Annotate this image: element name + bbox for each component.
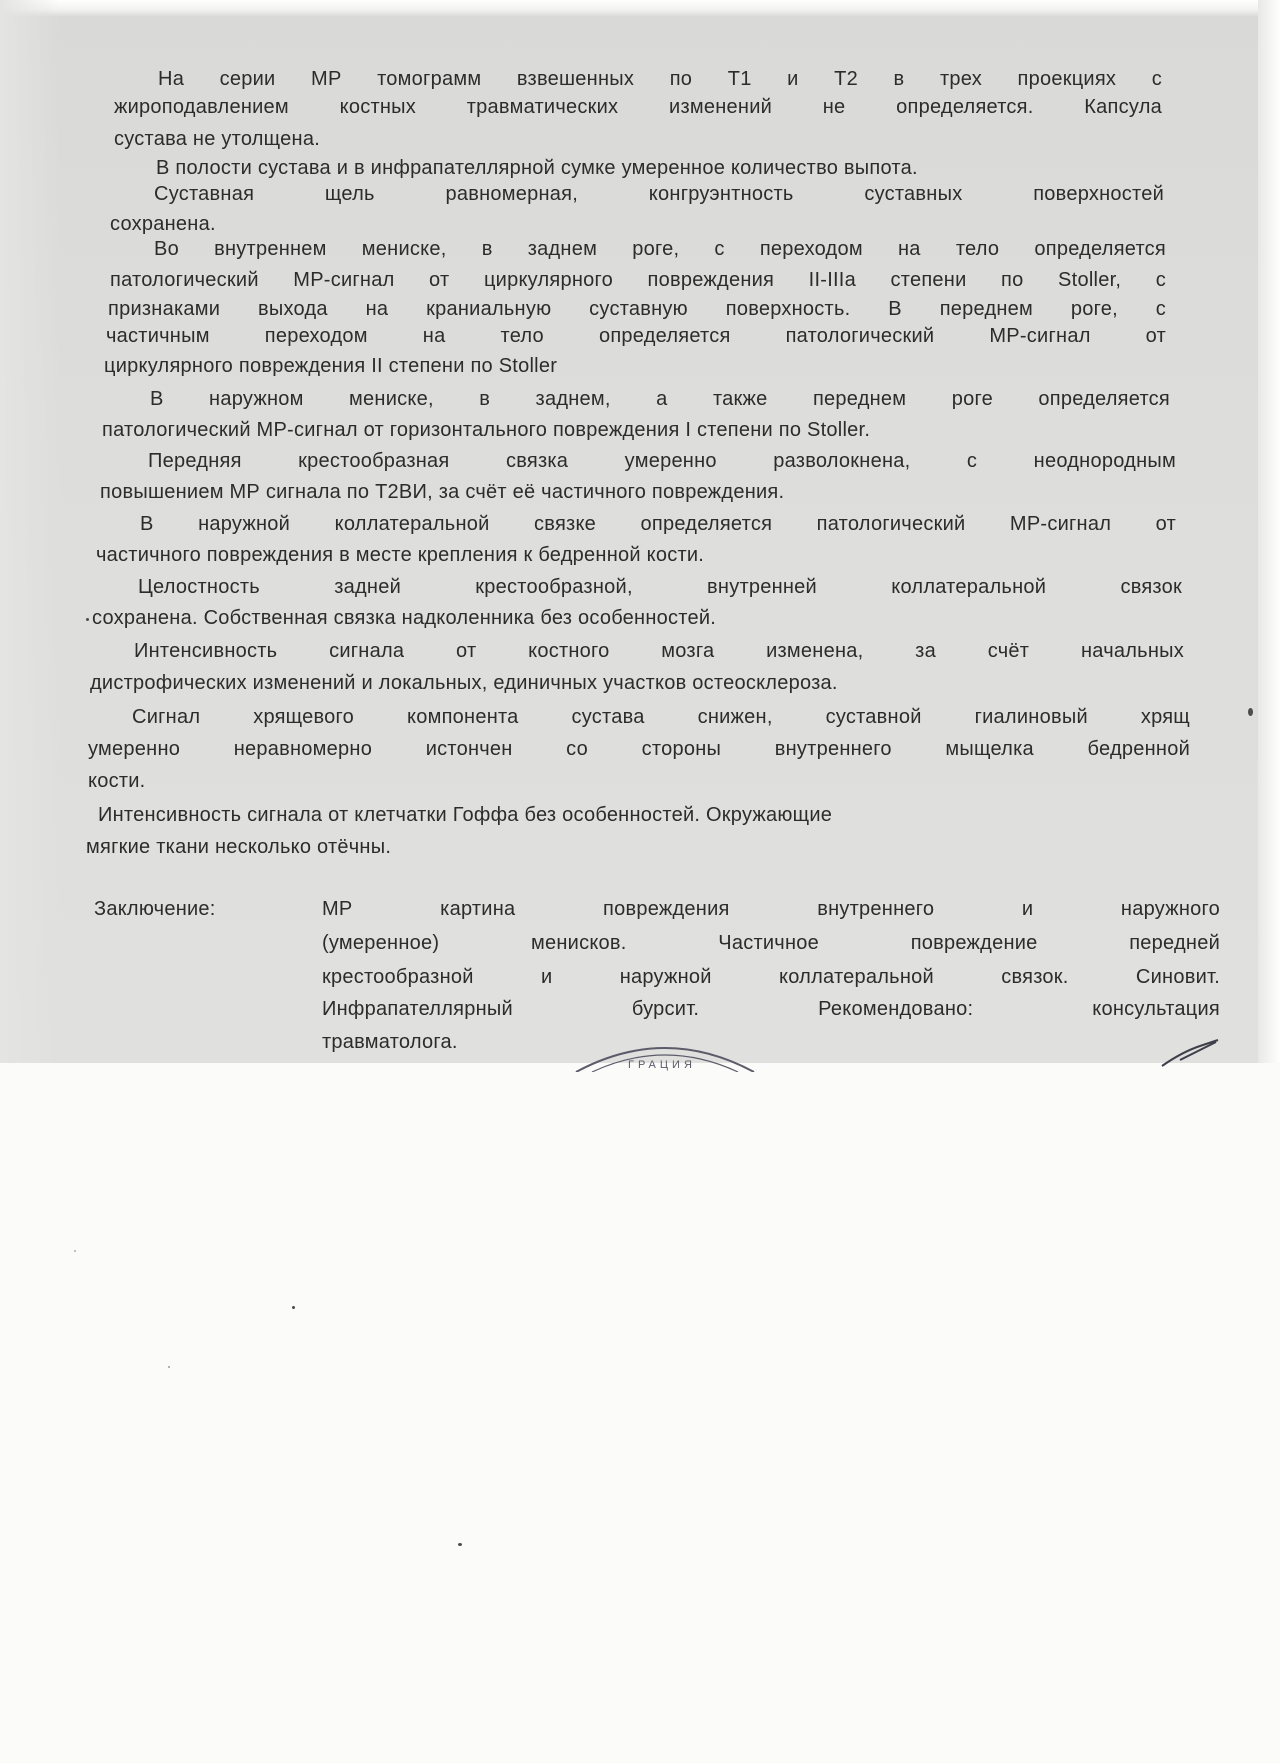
report-line: циркулярного повреждения II степени по Stoller (104, 355, 558, 377)
conclusion-line: травматолога. (322, 1031, 458, 1053)
report-line: повышением МР сигнала по Т2ВИ, за счёт её частичного повреждения. (100, 481, 785, 503)
scan-speck (168, 1366, 170, 1368)
report-line: мягкие ткани несколько отёчны. (86, 836, 392, 858)
conclusion-line: (умеренное) менисков. Частичное повреждение передней (322, 932, 1220, 954)
report-line: Суставная щель равномерная, конгруэнтность суставных поверхностей (154, 183, 1164, 205)
report-line: Целостность задней крестообразной, внутренней коллатеральной связок (138, 576, 1182, 598)
report-line: жироподавлением костных травматических изменений не определяется. Капсула (114, 96, 1162, 118)
report-line: Передняя крестообразная связка умеренно разволокнена, с неоднородным (148, 450, 1176, 472)
report-line: частичным переходом на тело определяется патологический МР-сигнал от (106, 325, 1166, 347)
conclusion-line: крестообразной и наружной коллатеральной связок. Синовит. (322, 966, 1220, 988)
report-line: В полости сустава и в инфрапателлярной сумке умеренное количество выпота. (156, 157, 918, 179)
report-line: признаками выхода на краниальную суставную поверхность. В переднем роге, с (108, 298, 1166, 320)
scan-speck (1248, 708, 1253, 716)
scan-speck (86, 618, 89, 621)
report-line: Сигнал хрящевого компонента сустава снижен, суставной гиалиновый хрящ (132, 706, 1190, 728)
signature (1160, 1038, 1220, 1068)
scan-speck (458, 1543, 462, 1546)
report-line: Во внутреннем мениске, в заднем роге, с переходом на тело определяется (154, 238, 1166, 260)
report-line: Интенсивность сигнала от костного мозга изменена, за счёт начальных (134, 640, 1184, 662)
stamp-text: ГРАЦИЯ (628, 1059, 696, 1071)
report-line: В наружной коллатеральной связке определяется патологический МР-сигнал от (140, 513, 1176, 535)
report-line: сохранена. Собственная связка надколенника без особенностей. (92, 607, 717, 629)
conclusion-line: Инфрапателлярный бурсит. Рекомендовано: консультация (322, 998, 1220, 1020)
report-line: кости. (88, 770, 146, 792)
report-line: частичного повреждения в месте крепления к бедренной кости. (96, 544, 705, 566)
report-line: дистрофических изменений и локальных, единичных участков остеосклероза. (90, 672, 838, 694)
clinic-stamp (570, 1042, 760, 1072)
conclusion-line: МР картина повреждения внутреннего и наружного (322, 898, 1220, 920)
report-line: патологический МР-сигнал от горизонтального повреждения I степени по Stoller. (102, 419, 871, 441)
report-line: Интенсивность сигнала от клетчатки Гоффа без особенностей. Окружающие (98, 804, 833, 826)
report-line: патологический МР-сигнал от циркулярного повреждения II-IIIa степени по Stoller, с (110, 269, 1166, 291)
scan-speck (74, 1250, 76, 1252)
scan-speck (292, 1306, 295, 1309)
conclusion-label: Заключение: (94, 898, 216, 920)
report-line: сохранена. (110, 213, 216, 235)
report-line: умеренно неравномерно истончен со стороны внутреннего мыщелка бедренной (88, 738, 1190, 760)
report-line: На серии МР томограмм взвешенных по Т1 и Т2 в трех проекциях с (158, 68, 1162, 90)
report-line: В наружном мениске, в заднем, а также переднем роге определяется (150, 388, 1170, 410)
report-line: сустава не утолщена. (114, 128, 321, 150)
